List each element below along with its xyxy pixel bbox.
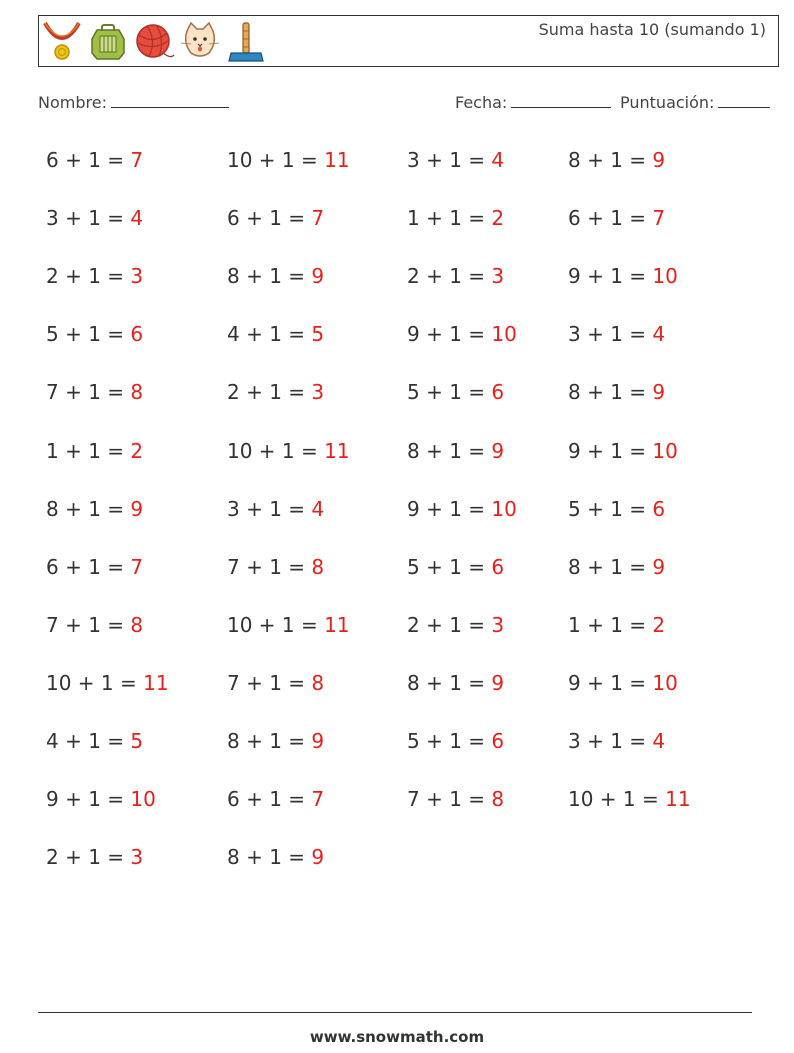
problem-item: [227, 845, 324, 869]
problem-answer: 9: [130, 496, 144, 521]
problem-item: [46, 206, 143, 230]
problem-question: 4 + 1 =: [46, 729, 131, 753]
problem-question: 7 + 1 =: [227, 554, 312, 579]
score-field[interactable]: [620, 92, 770, 112]
problem-item: [227, 322, 324, 346]
yarn-ball-icon: [133, 19, 175, 63]
problem-item: [407, 729, 504, 753]
problem-question: 10 + 1 =: [46, 670, 144, 695]
problem-answer: 4: [652, 322, 666, 347]
problem-answer: 3: [130, 264, 144, 289]
problem-answer: 4: [311, 496, 325, 521]
problem-question: 3 + 1 =: [46, 206, 131, 231]
problem-answer: 11: [143, 670, 169, 695]
problem-answer: 8: [130, 380, 144, 405]
problem-question: 3 + 1 =: [568, 322, 653, 347]
problem-answer: 4: [491, 148, 505, 172]
problem-item: [568, 148, 665, 172]
problem-item: [407, 439, 504, 463]
problem-question: 9 + 1 =: [46, 787, 131, 812]
problem-question: 10 + 1 =: [227, 148, 325, 172]
problem-item: [568, 613, 665, 637]
problem-answer: 9: [491, 670, 505, 695]
problem-answer: 8: [311, 554, 325, 579]
problem-answer: 10: [130, 787, 156, 812]
problem-item: [46, 613, 143, 637]
problem-item: [568, 555, 665, 579]
problem-question: 8 + 1 =: [568, 380, 653, 405]
problem-answer: 9: [652, 380, 666, 405]
problem-item: [568, 206, 665, 230]
problem-item: [227, 613, 350, 637]
problem-question: 3 + 1 =: [568, 729, 653, 753]
problem-question: 2 + 1 =: [407, 264, 492, 289]
problem-answer: 9: [652, 554, 666, 579]
problem-item: [407, 206, 504, 230]
problem-question: 9 + 1 =: [407, 322, 492, 347]
name-field[interactable]: [38, 92, 229, 112]
problem-item: [568, 322, 665, 346]
problem-question: 2 + 1 =: [46, 845, 131, 870]
problem-item: [227, 206, 324, 230]
problem-question: 7 + 1 =: [46, 380, 131, 405]
problem-question: 8 + 1 =: [227, 264, 312, 289]
problem-item: [227, 671, 324, 695]
problem-answer: 11: [324, 438, 350, 463]
problem-answer: 11: [324, 612, 350, 637]
problem-item: [46, 787, 156, 811]
problem-item: [568, 439, 678, 463]
problem-item: [46, 439, 143, 463]
problem-question: 9 + 1 =: [407, 496, 492, 521]
problem-item: [227, 555, 324, 579]
problem-answer: 3: [491, 264, 505, 289]
problem-item: [46, 322, 143, 346]
problem-item: [568, 787, 691, 811]
problem-question: 6 + 1 =: [568, 206, 653, 231]
problem-answer: 6: [652, 496, 666, 521]
problem-question: 7 + 1 =: [407, 787, 492, 812]
problem-item: [407, 264, 504, 288]
score-label: Puntuación:: [620, 93, 715, 112]
problem-answer: 7: [130, 554, 144, 579]
problem-question: 8 + 1 =: [407, 438, 492, 463]
problem-question: 8 + 1 =: [227, 845, 312, 870]
problem-answer: 8: [130, 612, 144, 637]
scratching-post-icon: [225, 19, 267, 63]
problem-question: 1 + 1 =: [407, 206, 492, 231]
problem-question: 1 + 1 =: [46, 438, 131, 463]
problem-item: [407, 787, 504, 811]
problem-answer: 9: [491, 438, 505, 463]
footer-divider: [38, 1012, 752, 1013]
problem-question: 8 + 1 =: [227, 729, 312, 753]
problem-answer: 3: [130, 845, 144, 870]
problem-question: 3 + 1 =: [227, 496, 312, 521]
problem-question: 8 + 1 =: [568, 148, 653, 172]
problem-question: 8 + 1 =: [46, 496, 131, 521]
problem-item: [46, 380, 143, 404]
problem-answer: 7: [311, 206, 325, 231]
problem-item: [407, 497, 517, 521]
problem-item: [227, 729, 324, 753]
problem-item: [227, 264, 324, 288]
problem-question: 9 + 1 =: [568, 438, 653, 463]
problem-item: [407, 380, 504, 404]
problem-item: [46, 845, 143, 869]
name-label: Nombre:: [38, 93, 107, 112]
problem-question: 8 + 1 =: [568, 554, 653, 579]
problem-question: 5 + 1 =: [568, 496, 653, 521]
problem-question: 10 + 1 =: [568, 787, 666, 812]
problem-question: 6 + 1 =: [227, 787, 312, 812]
problem-answer: 7: [652, 206, 666, 231]
problem-answer: 10: [491, 322, 517, 347]
worksheet-title: Suma hasta 10 (sumando 1): [538, 20, 766, 39]
problem-item: [227, 380, 324, 404]
problem-item: [227, 439, 350, 463]
problem-item: [407, 613, 504, 637]
footer-url: www.snowmath.com: [309, 1028, 485, 1046]
problem-question: 5 + 1 =: [407, 380, 492, 405]
problem-question: 2 + 1 =: [227, 380, 312, 405]
problem-answer: 3: [311, 380, 325, 405]
problem-question: 2 + 1 =: [46, 264, 131, 289]
problem-question: 6 + 1 =: [227, 206, 312, 231]
problem-answer: 5: [130, 729, 144, 753]
problem-answer: 10: [652, 264, 678, 289]
problem-question: 5 + 1 =: [407, 729, 492, 753]
problem-question: 9 + 1 =: [568, 264, 653, 289]
medal-icon: [41, 19, 83, 63]
problem-answer: 6: [130, 322, 144, 347]
problem-answer: 6: [491, 380, 505, 405]
problem-question: 6 + 1 =: [46, 554, 131, 579]
problem-answer: 4: [652, 729, 666, 753]
problem-answer: 5: [311, 322, 325, 347]
problem-item: [568, 380, 665, 404]
problem-item: [46, 148, 143, 172]
problem-item: [227, 787, 324, 811]
problem-question: 10 + 1 =: [227, 612, 325, 637]
date-field[interactable]: [455, 92, 611, 112]
problem-question: 1 + 1 =: [568, 612, 653, 637]
problem-item: [46, 729, 143, 753]
problem-item: [568, 671, 678, 695]
problem-question: 4 + 1 =: [227, 322, 312, 347]
problem-answer: 9: [311, 729, 325, 753]
problem-question: 3 + 1 =: [407, 148, 492, 172]
problem-item: [568, 729, 665, 753]
problem-item: [46, 264, 143, 288]
problem-answer: 7: [130, 148, 144, 172]
problem-question: 7 + 1 =: [227, 670, 312, 695]
problem-answer: 11: [665, 787, 691, 812]
problem-answer: 10: [491, 496, 517, 521]
header-icons: [41, 19, 267, 63]
problem-question: 7 + 1 =: [46, 612, 131, 637]
problem-answer: 9: [652, 148, 666, 172]
problem-answer: 11: [324, 148, 350, 172]
problem-question: 10 + 1 =: [227, 438, 325, 463]
problem-question: 6 + 1 =: [46, 148, 131, 172]
worksheet-header: [38, 15, 779, 67]
cat-face-icon: [179, 19, 221, 63]
problem-item: [568, 264, 678, 288]
problem-item: [227, 148, 350, 172]
problem-answer: 4: [130, 206, 144, 231]
problem-item: [46, 497, 143, 521]
problem-answer: 2: [130, 438, 144, 463]
problem-answer: 7: [311, 787, 325, 812]
name-line: [111, 92, 229, 108]
problem-answer: 2: [652, 612, 666, 637]
problem-answer: 8: [491, 787, 505, 812]
problem-item: [568, 497, 665, 521]
problem-answer: 9: [311, 845, 325, 870]
score-line: [718, 92, 770, 108]
problem-question: 5 + 1 =: [407, 554, 492, 579]
date-label: Fecha:: [455, 93, 508, 112]
problem-question: 5 + 1 =: [46, 322, 131, 347]
pet-carrier-icon: [87, 19, 129, 63]
problem-item: [407, 148, 504, 172]
problem-item: [407, 555, 504, 579]
problem-answer: 6: [491, 554, 505, 579]
problem-answer: 10: [652, 670, 678, 695]
problem-answer: 8: [311, 670, 325, 695]
problem-question: 2 + 1 =: [407, 612, 492, 637]
problem-item: [407, 671, 504, 695]
problem-item: [46, 555, 143, 579]
problem-answer: 9: [311, 264, 325, 289]
problem-answer: 2: [491, 206, 505, 231]
problem-question: 8 + 1 =: [407, 670, 492, 695]
date-line: [511, 92, 611, 108]
problem-item: [407, 322, 517, 346]
problem-question: 9 + 1 =: [568, 670, 653, 695]
problem-item: [46, 671, 169, 695]
problem-item: [227, 497, 324, 521]
problem-answer: 3: [491, 612, 505, 637]
problem-answer: 6: [491, 729, 505, 753]
problem-answer: 10: [652, 438, 678, 463]
